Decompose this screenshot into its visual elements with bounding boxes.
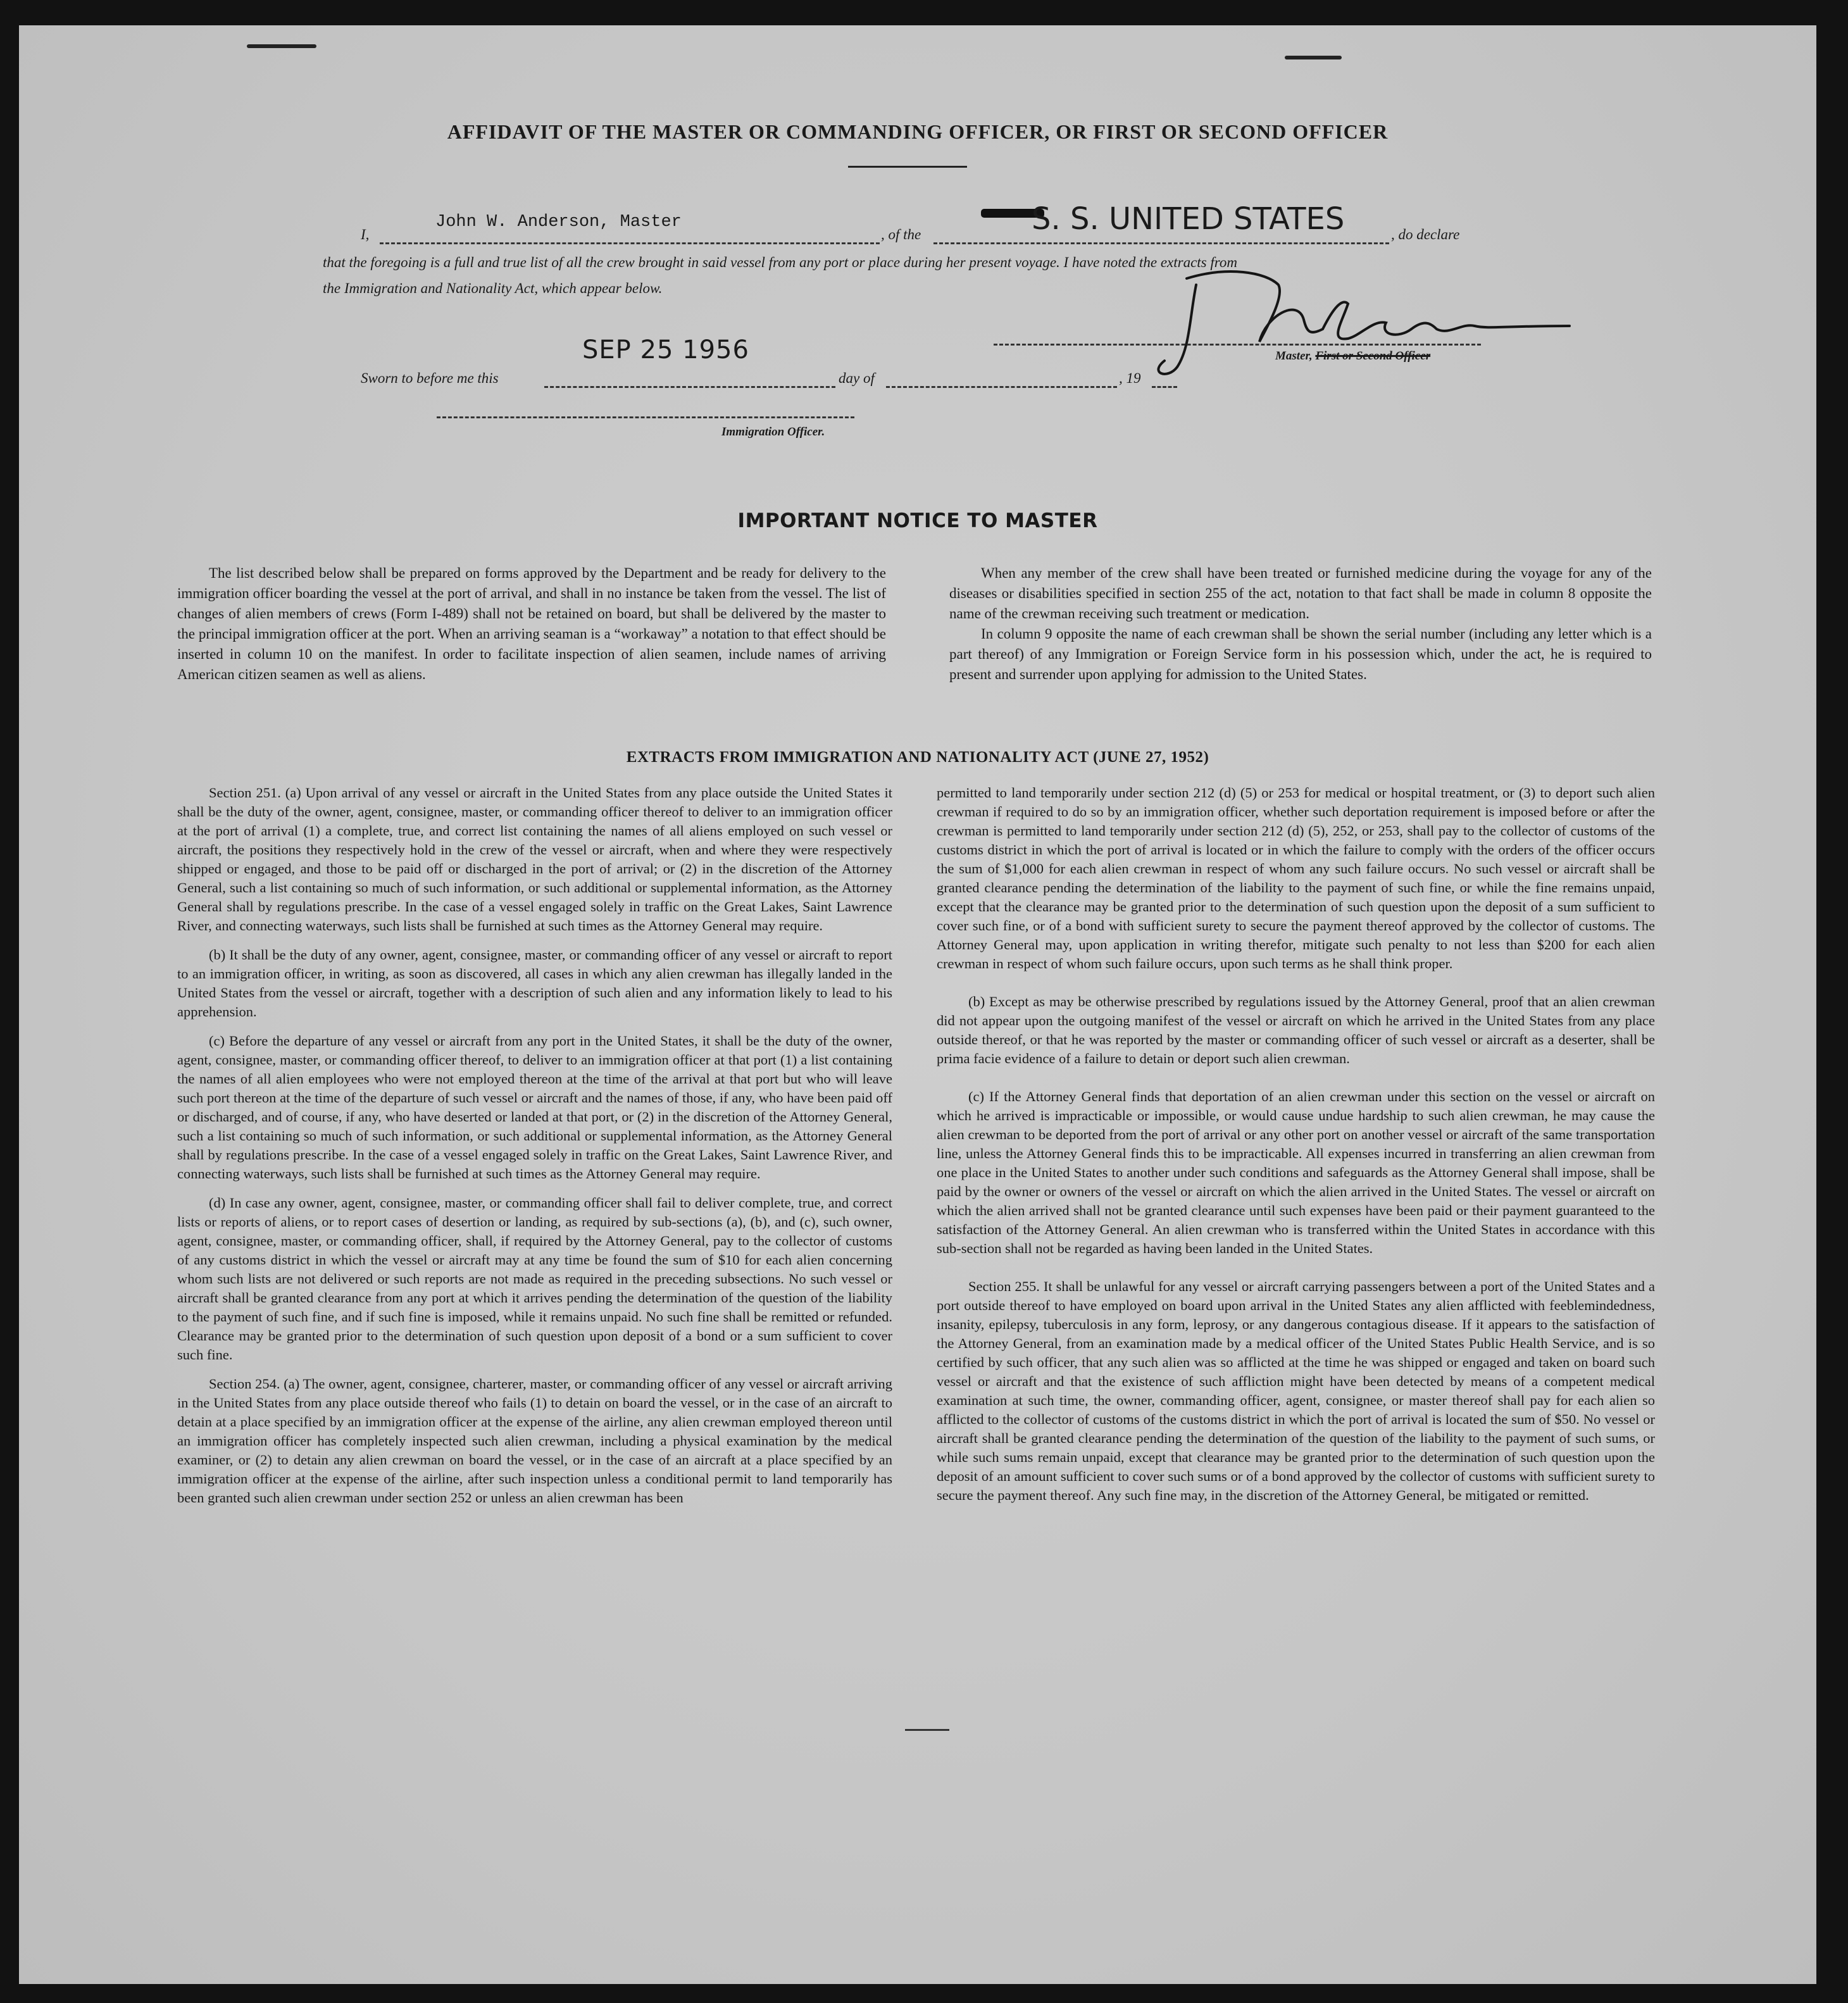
extracts-left-column	[177, 783, 892, 1507]
section-251d: (d) In case any owner, agent, consignee, master, or commanding officer shall fail to deliver complete, true, and correct lists or reports of aliens, or to report cases of desertion or landing, as required by sub-sections (a), (b), and (c), such owner, agent, consignee, master, or commanding officer, shall, if required by the Attorney General, pay to the collector of customs of any customs district in which the vessel or aircraft may at any time be found the sum of $10 for each alien concerning whom such lists are not delivered or such reports are not made as required in the preceding subsections. No such vessel or aircraft shall be granted clearance from any port at which it arrives pending the determination of the question of the liability to the payment of such fine, and if such fine is imposed, while it remains unpaid. No such fine shall be remitted or refunded. Clearance may be granted prior to the determination of such question upon deposit of a bond or a sum sufficient to cover such fine.	[177, 1195, 892, 1363]
notice-right-column	[949, 563, 1652, 685]
notice-left-column	[177, 563, 886, 685]
year-line	[1152, 386, 1177, 388]
extracts-right-column	[937, 783, 1655, 1505]
of-the-label: , of the	[881, 227, 921, 242]
i-label: I,	[361, 227, 370, 242]
signature-line	[994, 344, 1481, 346]
notice-right-paragraph: In column 9 opposite the name of each crewman shall be shown the serial number (including any letter which is a part thereof) of any Immigration or Foreign Service form in his possession which, under the act, he is required to present and surrender upon applying for admission to the United States.	[949, 626, 1652, 682]
section-254a: Section 254. (a) The owner, agent, consignee, charterer, master, or commanding officer of any vessel or aircraft arriving in the United States from any place outside thereof who fails (1) to detain on board the vessel, or in the case of an aircraft to detain at a place specified by an immigration officer at the expense of the airline, any alien crewman employed thereon until an immigration officer has completely inspected such alien crewman, including a physical examination by the medical examiner, or (2) to detain any alien crewman on board the vessel, or in the case of an aircraft at a place specified by an immigration officer at the expense of the airline, after such inspection unless a conditional permit to land temporarily has been granted such alien crewman under section 252 or unless an alien crewman has been	[177, 1376, 892, 1506]
scan-mark	[247, 44, 316, 48]
affidavit-title: AFFIDAVIT OF THE MASTER OR COMMANDING OFFICER, OR FIRST OR SECOND OFFICER	[447, 120, 1389, 143]
section-251a: Section 251. (a) Upon arrival of any vessel or aircraft in the United States from any place outside the United States it shall be the duty of the owner, agent, consignee, master, or commanding officer thereof to deliver to an immigration officer at the port of arrival (1) a complete, true, and correct list containing the names of all aliens employed on such vessel or aircraft, the positions they respectively hold in the crew of the vessel or aircraft, when and where they were respectively shipped or engaged, and those to be paid off or discharged in the port of arrival; or (2) in the discretion of the Attorney General, such a list containing so much of such information, or such additional or supplemental information, as the Attorney General shall by regulations prescribe. In the case of a vessel engaged solely in traffic on the Great Lakes, Saint Lawrence River, and connecting waterways, such lists shall be furnished at such times as the Attorney General may require.	[177, 785, 892, 933]
declaration-line-2: the Immigration and Nationality Act, which appear below.	[323, 280, 663, 296]
signature-role-struck: First or Second Officer	[1315, 349, 1431, 363]
page-footer-rule	[905, 1729, 949, 1731]
section-254c: (c) If the Attorney General finds that deportation of an alien crewman under this section on the vessel or aircraft on which he arrived is impracticable or impossible, or would cause undue hardship to such alien crewman, he may cause the alien crewman to be deported from the port of arrival or any other port on another vessel or aircraft of the same transportation line, unless the Attorney General finds this to be impracticable. All expenses incurred in transferring an alien crewman from one place in the United States to another under such conditions and safeguards as the Attorney General shall impose, shall be paid by the owner or owners of the vessel or aircraft on which the alien arrived in the United States. The vessel or aircraft on which the alien arrived shall not be granted clearance until such expenses have been paid or their payment guaranteed to the satisfaction of the Attorney General. An alien crewman who is transferred within the United States in accordance with this sub-section shall not be regarded as having been landed in the United States.	[937, 1089, 1655, 1256]
declarant-line	[380, 242, 880, 244]
title-rule	[848, 166, 967, 168]
extracts-title: EXTRACTS FROM IMMIGRATION AND NATIONALITY ACT (JUNE 27, 1952)	[626, 749, 1209, 766]
sworn-date-line	[544, 386, 835, 388]
immigration-officer-line	[437, 416, 854, 418]
notice-right-paragraph: When any member of the crew shall have been treated or furnished medicine during the voyage for any of the diseases or disabilities specified in section 255 of the act, notation to that fact shall be made in column 8 opposite the name of the crewman receiving such treatment or medication.	[949, 565, 1652, 621]
declarant-name: John W. Anderson, Master	[435, 213, 682, 232]
day-of-label: day of	[839, 370, 875, 386]
section-251c: (c) Before the departure of any vessel or aircraft from any port in the United States, it shall be the duty of the owner, agent, consignee, master, or commanding officer thereof, to deliver to an immigration officer at that port (1) a list containing the names of all alien employees who were not employed thereon at the time of the arrival at that port but who will leave such port thereon at the time of the departure of such vessel or aircraft and the names of those, if any, who have been paid off or discharged, and of course, if any, who have deserted or landed at that port, or (2) in the discretion of the Attorney General, such a list containing so much of such information, or such additional or supplemental information, as the Attorney General shall by regulations prescribe. In the case of a vessel engaged solely in traffic on the Great Lakes, Saint Lawrence River, and connecting waterways, such lists shall be furnished at such times as the Attorney General may require.	[177, 1033, 892, 1182]
sworn-label: Sworn to before me this	[361, 370, 499, 386]
scan-mark	[1285, 56, 1342, 59]
vessel-line	[933, 242, 1389, 244]
section-251b: (b) It shall be the duty of any owner, agent, consignee, master, or commanding officer of any vessel or aircraft to report to an immigration officer, in writing, as soon as discovered, all cases in which any alien crewman has illegally landed in the United States from the vessel or aircraft, together with a description of such alien and any information likely to lead to his apprehension.	[177, 947, 892, 1020]
section-255: Section 255. It shall be unlawful for any vessel or aircraft carrying passengers between a port of the United States and a port outside thereof to have employed on board upon arrival in the United States any alien afflicted with feeblemindedness, insanity, epilepsy, tuberculosis in any form, leprosy, or any dangerous contagious disease. If it appears to the satisfaction of the Attorney General, from an examination made by a medical officer of the United States Public Health Service, and is so certified by such officer, that any such alien was so afflicted at the time he was shipped or engaged and taken on board such vessel or aircraft and that the existence of such affliction might have been detected by means of a competent medical examination at such time, the owner, commanding officer, agent, consignee, or master thereof shall pay for each alien so afflicted to the collector of customs of the customs district in which the port of arrival is located the sum of $50. No vessel or aircraft shall be granted clearance pending the determination of the question of the liability to the payment of such sums, or while such sums remain unpaid, except that clearance may be granted prior to the determination of such question upon the deposit of an amount sufficient to cover such sums or of a bond approved by the collector of customs with sufficient surety to secure the payment thereof. Any such fine may, in the discretion of the Attorney General, be mitigated or remitted.	[937, 1278, 1655, 1503]
section-254a-continued: permitted to land temporarily under section 212 (d) (5) or 253 for medical or hospital treatment, or (3) to deport such alien crewman if required to do so by an immigration officer, whether such deportation requirement is imposed before or after the crewman is permitted to land temporarily under section 212 (d) (5), 252, or 253, shall pay to the collector of customs of the customs district in which the port of arrival is located or in which the failure to comply with the orders of the officer occurs the sum of $1,000 for each alien crewman in respect of whom any such failure occurs. No such vessel or aircraft shall be granted clearance pending the determination of the liability to the payment of such fine, or while the fine remains unpaid, except that the clearance may be granted prior to the determination of such question upon the deposit of a sum sufficient to cover such fine, or of a bond with sufficient surety to secure the payment thereof approved by the collector of customs. The Attorney General may, upon application in writing therefor, mitigate such penalty to not less than $200 for each alien crewman in respect of whom such failure occurs, upon such terms as he shall think proper.	[937, 785, 1655, 971]
affidavit-sheet	[19, 25, 1816, 1984]
vessel-name: S. S. UNITED STATES	[1032, 201, 1345, 237]
sworn-date-stamp: SEP 25 1956	[582, 335, 749, 365]
declaration-line-1: that the foregoing is a full and true list of all the crew brought in said vessel from any port or place during her present voyage. I have noted the extracts from	[323, 254, 1237, 270]
master-signature	[1152, 259, 1595, 389]
signature-role	[1275, 349, 1430, 363]
year-label: , 19	[1119, 370, 1141, 386]
immigration-officer-label: Immigration Officer.	[721, 425, 825, 439]
section-254b: (b) Except as may be otherwise prescribed by regulations issued by the Attorney General, proof that an alien crewman did not appear upon the outgoing manifest of the vessel or aircraft on which he arrived in the United States from any place outside thereof, or that he was reported by the master or commanding officer of such vessel or aircraft as a deserter, shall be prima facie evidence of a failure to detain or deport such alien crewman.	[937, 994, 1655, 1066]
notice-left-paragraph: The list described below shall be prepared on forms approved by the Department and be ready for delivery to the immigration officer boarding the vessel at the port of arrival, and shall in no instance be taken from the vessel. The list of changes of alien members of crews (Form I-489) shall not be retained on board, but shall be delivered by the master to the principal immigration officer at the port. When an arriving seaman is a “workaway” a notation to that effect should be inserted in column 10 on the manifest. In order to facilitate inspection of alien seamen, include names of arriving American citizen seamen as well as aliens.	[177, 565, 886, 682]
month-line	[886, 386, 1117, 388]
signature-role-master: Master,	[1275, 349, 1313, 363]
notice-title: IMPORTANT NOTICE TO MASTER	[737, 509, 1098, 532]
do-declare-label: , do declare	[1391, 227, 1460, 242]
